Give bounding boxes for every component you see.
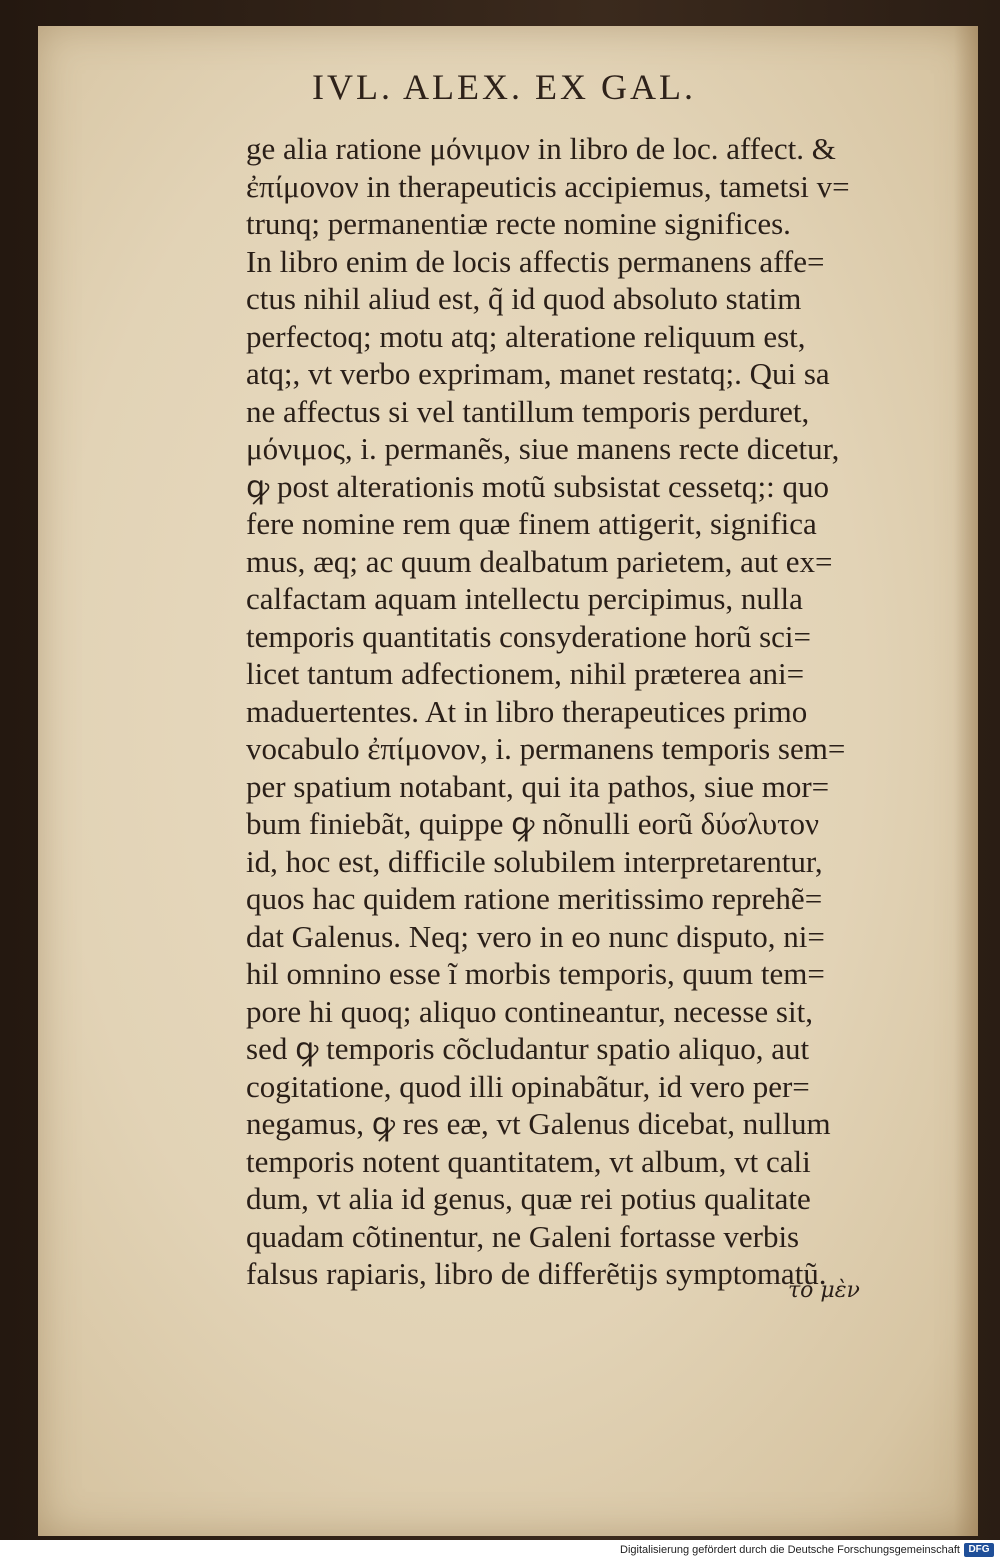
text-line: cogitatione, quod illi opinabãtur, id vero per= [246, 1068, 810, 1104]
text-line: hil omnino esse ĩ morbis temporis, quum tem= [246, 956, 825, 991]
text-line: negamus, ꝙ res eæ, vt Galenus dicebat, nullum [246, 1106, 831, 1141]
text-line: ctus nihil aliud est, q̃ id quod absoluto statim [246, 281, 802, 316]
text-line: per spatium notabant, qui ita pathos, siue mor= [246, 768, 830, 804]
text-line: temporis quantitatis consyderatione horũ sci= [246, 618, 812, 654]
text-line: atq;, vt verbo exprimam, manet restatq;. Qui sa [246, 356, 830, 391]
text-line: quadam cõtinentur, ne Galeni fortasse verbis [246, 1218, 800, 1254]
text-line: quos hac quidem ratione meritissimo reprehẽ= [246, 881, 823, 916]
text-line: μόνιμος, i. permanẽs, siue manens recte dicetur, [246, 431, 840, 466]
body-text [246, 130, 926, 1293]
text-line: dum, vt alia id genus, quæ rei potius qualitate [246, 1181, 811, 1216]
text-line: ἐπίμονον in therapeuticis accipiemus, tametsi v= [246, 168, 850, 204]
text-line: trunq; permanentiæ recte nomine significes. [246, 206, 791, 241]
text-line: mus, æq; ac quum dealbatum parietem, aut ex= [246, 543, 833, 579]
text-line: sed ꝙ temporis cõcludantur spatio aliquo, aut [246, 1031, 810, 1066]
text-line: ꝙ post alterationis motũ subsistat cessetq;: quo [246, 468, 829, 504]
text-line: ge alia ratione μόνιμον in libro de loc. affect. & [246, 131, 836, 166]
text-line: temporis notent quantitatem, vt album, vt cali [246, 1143, 811, 1179]
footer-bar [0, 1540, 1000, 1562]
text-line: calfactam aquam intellectu percipimus, nulla [246, 581, 803, 616]
text-line: falsus rapiaris, libro de differẽtijs symptomatũ. [246, 1256, 827, 1291]
dfg-logo-icon: DFG [964, 1543, 994, 1557]
catchword: τὸ μὲν [788, 1278, 860, 1303]
text-line: id, hoc est, difficile solubilem interpretarentur, [246, 843, 823, 879]
text-line: bum finiebãt, quippe ꝙ nõnulli eorũ δύσλυτον [246, 806, 820, 841]
text-line: pore hi quoq; aliquo contineantur, necesse sit, [246, 993, 813, 1029]
text-line: fere nomine rem quæ finem attigerit, significa [246, 506, 817, 541]
page-edge-shadow [954, 26, 978, 1536]
text-line: licet tantum adfectionem, nihil præterea ani= [246, 656, 805, 691]
text-line: maduertentes. At in libro therapeutices primo [246, 693, 808, 729]
text-line: perfectoq; motu atq; alteratione reliquum est, [246, 318, 806, 354]
text-line: ne affectus si vel tantillum temporis perduret, [246, 393, 810, 429]
text-line: In libro enim de locis affectis permanens affe= [246, 243, 825, 279]
footer-credit: Digitalisierung gefördert durch die Deutsche Forschungsgemeinschaft [620, 1544, 960, 1556]
text-line: vocabulo ἐπίμονον, i. permanens temporis sem= [246, 731, 846, 766]
text-line: dat Galenus. Neq; vero in eo nunc disputo, ni= [246, 918, 825, 954]
running-head: IVL. ALEX. EX GAL. [312, 67, 696, 107]
